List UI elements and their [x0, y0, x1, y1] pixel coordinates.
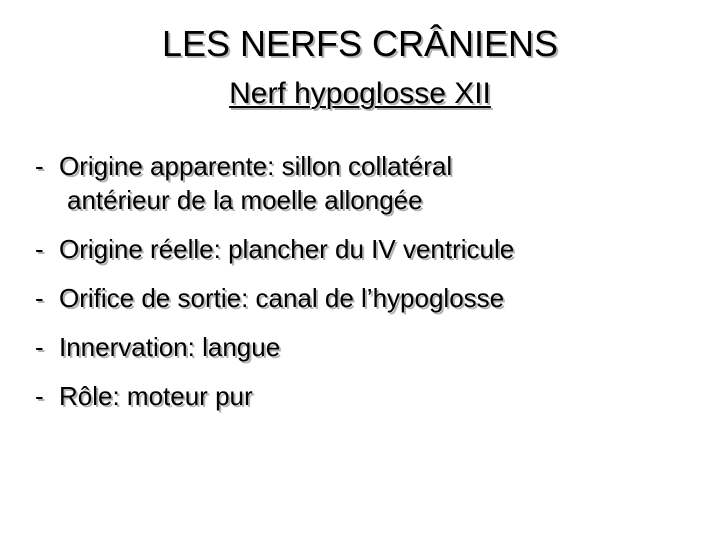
list-item — [35, 142, 695, 225]
item-text: Orifice de sortie: canal de l’hypoglosse — [59, 283, 505, 313]
item-text: Origine apparente: sillon collatéral — [59, 151, 453, 181]
item-text: Origine réelle: plancher du IV ventricule — [59, 234, 515, 264]
dash-marker: - — [35, 381, 44, 411]
dash-marker: - — [35, 234, 44, 264]
list-item — [35, 372, 695, 421]
list-item — [35, 274, 695, 323]
list-item — [35, 323, 695, 372]
dash-marker: - — [35, 332, 44, 362]
slide-subtitle: Nerf hypoglosse XII — [229, 77, 491, 110]
item-text: Innervation: langue — [59, 332, 281, 362]
item-text: Rôle: moteur pur — [59, 381, 253, 411]
item-text-continued: antérieur de la moelle allongée — [67, 185, 423, 215]
dash-marker: - — [35, 151, 44, 181]
slide-title: LES NERFS CRÂNIENS — [161, 23, 559, 64]
dash-marker: - — [35, 283, 44, 313]
bullet-list — [35, 142, 695, 421]
list-item — [35, 225, 695, 274]
